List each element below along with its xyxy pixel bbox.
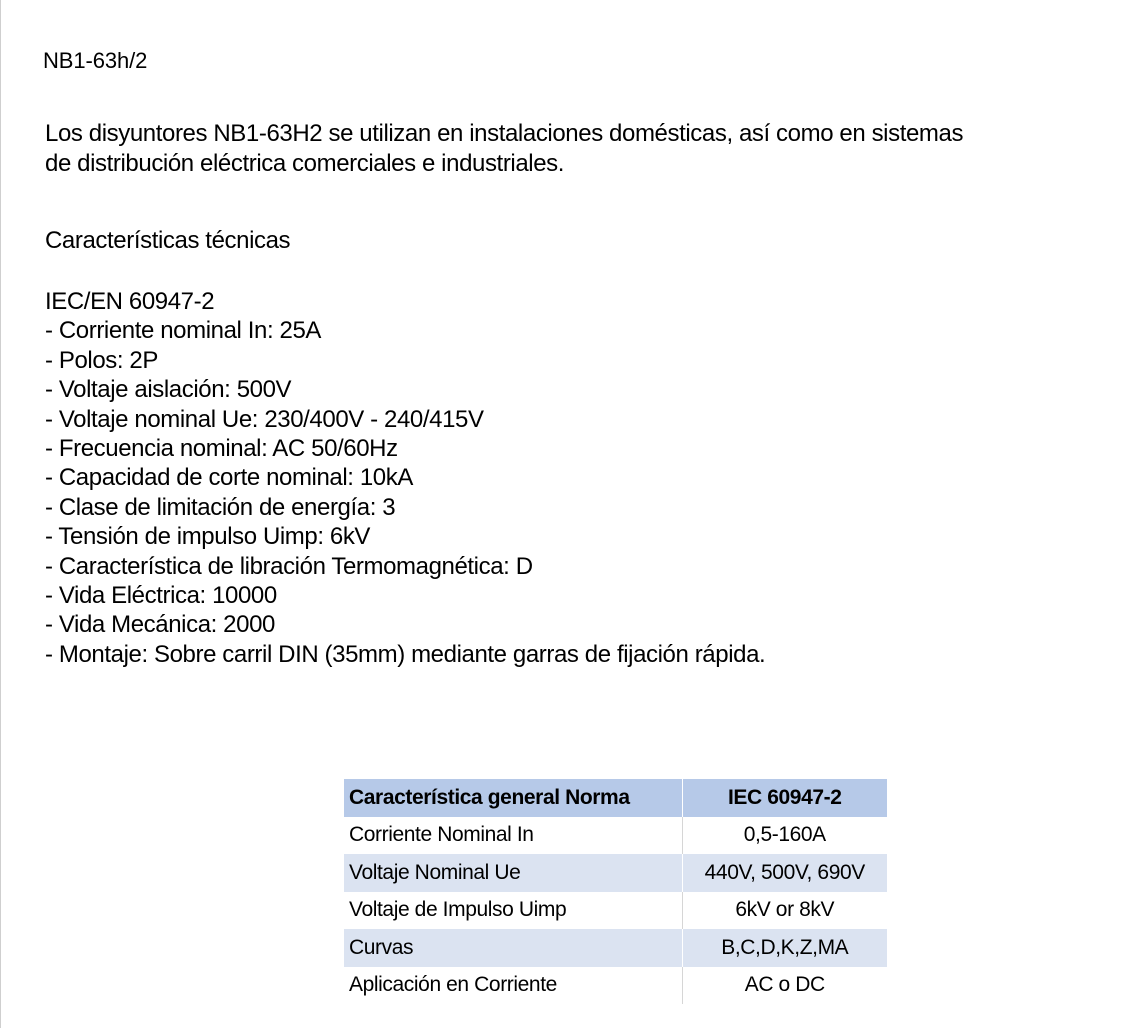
table-row (344, 929, 887, 967)
document-title: NB1-63h/2 (43, 48, 148, 73)
spec-item: - Vida Eléctrica: 10000 (45, 581, 277, 609)
table-cell: 0,5-160A (743, 823, 826, 847)
intro-line: de distribución eléctrica comerciales e industriales. (45, 150, 565, 177)
table-cell: AC o DC (744, 973, 825, 997)
table-row (344, 967, 887, 1005)
standard-label: IEC/EN 60947-2 (45, 288, 215, 315)
table-header-cell: IEC 60947-2 (682, 779, 887, 817)
spec-item: - Característica de libración Termomagnética: D (45, 552, 533, 580)
table-row (344, 892, 887, 930)
table-row (344, 817, 887, 855)
table-cell: Voltaje de Impulso Uimp (344, 892, 682, 930)
spec-item: - Montaje: Sobre carril DIN (35mm) mediante garras de fijación rápida. (45, 640, 766, 668)
spec-table (344, 779, 887, 1004)
spec-item: - Tensión de impulso Uimp: 6kV (45, 523, 371, 551)
spec-item: - Vida Mecánica: 2000 (45, 611, 275, 639)
table-cell: Curvas (344, 929, 682, 967)
table-cell: Voltaje Nominal Ue (344, 854, 682, 892)
table-cell: 440V, 500V, 690V (682, 854, 887, 892)
table-cell: B,C,D,K,Z,MA (682, 929, 887, 967)
spec-item: - Clase de limitación de energía: 3 (45, 493, 396, 521)
table-header-cell: Característica general Norma (344, 779, 682, 817)
spec-list (45, 287, 765, 669)
table-header-row (344, 779, 887, 817)
table-row (344, 854, 887, 892)
page-edge (0, 0, 1, 1028)
spec-item: - Capacidad de corte nominal: 10kA (45, 464, 413, 492)
spec-item: - Polos: 2P (45, 346, 158, 374)
intro-line: Los disyuntores NB1-63H2 se utilizan en instalaciones domésticas, así como en sistemas (45, 120, 964, 147)
table-cell: Corriente Nominal In (344, 817, 682, 855)
spec-item: - Corriente nominal In: 25A (45, 317, 322, 345)
spec-item: - Voltaje nominal Ue: 230/400V - 240/415V (45, 405, 484, 433)
table-cell: 6kV or 8kV (735, 898, 835, 922)
spec-item: - Frecuencia nominal: AC 50/60Hz (45, 434, 398, 462)
section-heading: Características técnicas (45, 227, 291, 254)
intro-paragraph (45, 119, 1105, 179)
table-cell: Aplicación en Corriente (344, 967, 682, 1005)
spec-item: - Voltaje aislación: 500V (45, 376, 292, 404)
